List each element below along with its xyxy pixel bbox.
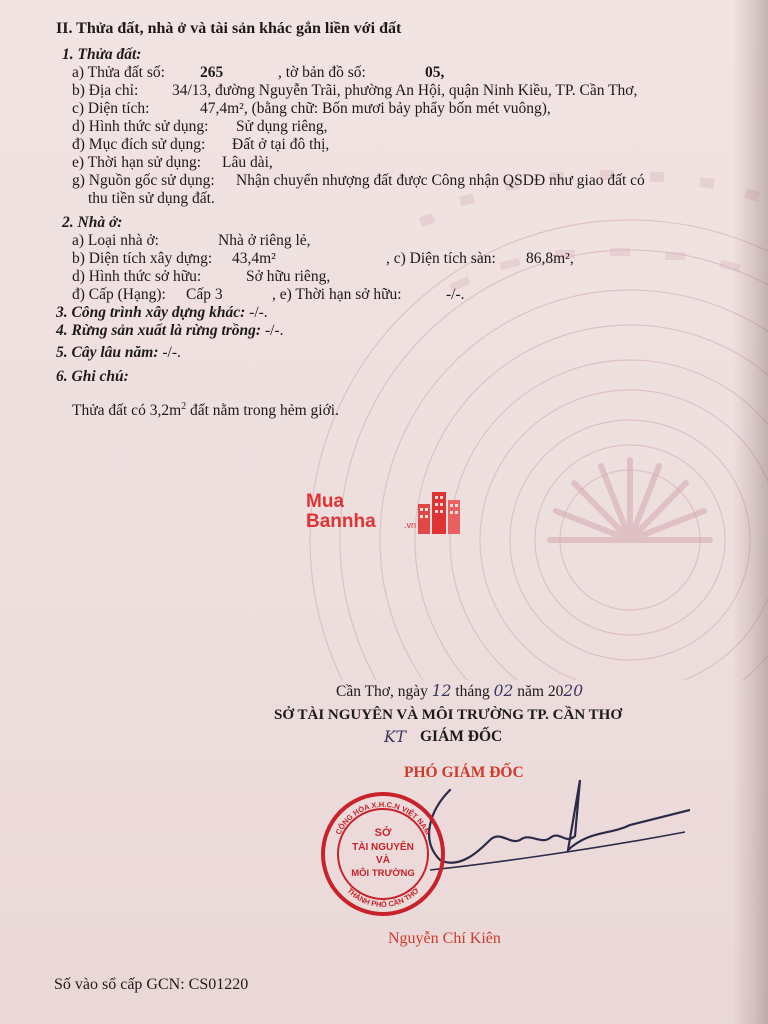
land-b-value: 34/13, đường Nguyễn Trãi, phường An Hội, quận Ninh Kiều, TP. Cần Thơ, [172, 82, 638, 99]
house-a-label: a) Loại nhà ở: [72, 232, 159, 249]
official-seal [318, 786, 448, 922]
land-g-value-1: Nhận chuyển nhượng đất được Công nhận QSDĐ như giao đất có [236, 172, 645, 189]
kt-mark: KT [384, 728, 406, 746]
house-c-value: 86,8m², [526, 250, 574, 267]
land-heading: 1. Thửa đất: [62, 46, 142, 63]
perennial-row [56, 344, 181, 362]
page-edge-shadow [732, 0, 768, 1024]
land-c-value: 47,4m², (bằng chữ: Bốn mươi bảy phẩy bốn mét vuông), [200, 100, 551, 117]
house-dd-label: đ) Cấp (Hạng): [72, 286, 166, 303]
director-title: GIÁM ĐỐC [420, 728, 503, 745]
notes-text [72, 398, 339, 420]
forest-row [56, 322, 283, 340]
notes-heading: 6. Ghi chú: [56, 368, 129, 385]
land-e-value: Lâu dài, [222, 154, 273, 171]
drum-pattern-background [300, 120, 768, 680]
watermark-line1: Mua [306, 491, 344, 512]
land-b-label: b) Địa chỉ: [72, 82, 139, 99]
land-g-value-2: thu tiền sử dụng đất. [88, 190, 215, 207]
seal-ring-top: CỘNG HÒA X.H.C.N VIỆT NAM [333, 799, 433, 837]
land-dd-label: đ) Mục đích sử dụng: [72, 136, 206, 153]
house-b-value: 43,4m² [232, 250, 276, 267]
date-day: 12 [431, 682, 452, 700]
house-d-label: d) Hình thức sở hữu: [72, 268, 202, 285]
other-works-value: -/-. [249, 304, 268, 321]
land-a-label: a) Thửa đất số: [72, 64, 165, 81]
land-a-map-label: , tờ bản đồ số: [278, 64, 366, 81]
house-b-label: b) Diện tích xây dựng: [72, 250, 213, 267]
department-name: SỞ TÀI NGUYÊN VÀ MÔI TRƯỜNG TP. CẦN THƠ [274, 707, 622, 723]
land-c-label: c) Diện tích: [72, 100, 150, 117]
seal-line1: SỞ [374, 827, 392, 839]
notes-text-sup: 2 [181, 401, 187, 412]
building-icon [418, 490, 462, 536]
seal-ring-bottom: THÀNH PHỐ CẦN THƠ [345, 885, 421, 910]
registry-number [54, 976, 248, 994]
watermark-line2: Bannha [306, 511, 376, 532]
month-label: tháng [455, 683, 490, 700]
other-works-row [56, 304, 268, 322]
perennial-value: -/-. [162, 344, 181, 361]
seal-line3: VÀ [376, 855, 390, 866]
watermark-suffix: .vn [404, 520, 417, 530]
date-month: 02 [493, 682, 514, 700]
house-c-label: , c) Diện tích sàn: [386, 250, 496, 267]
house-a-value: Nhà ở riêng lẻ, [218, 232, 311, 249]
house-e-label: , e) Thời hạn sở hữu: [272, 286, 402, 303]
seal-line2: TÀI NGUYÊN [352, 842, 414, 853]
place-date [336, 682, 583, 701]
date-year-suffix: 20 [563, 682, 584, 700]
house-dd-value: Cấp 3 [186, 286, 223, 303]
land-d-value: Sử dụng riêng, [236, 118, 328, 135]
year-label: năm 20 [517, 683, 564, 700]
forest-heading: 4. Rừng sản xuất là rừng trồng: [56, 322, 262, 339]
watermark-logo [306, 492, 466, 540]
deputy-director-title: PHÓ GIÁM ĐỐC [404, 764, 524, 781]
land-e-label: e) Thời hạn sử dụng: [72, 154, 202, 171]
section-title: II. Thửa đất, nhà ở và tài sản khác gắn liền với đất [56, 20, 402, 37]
other-works-heading: 3. Công trình xây dựng khác: [56, 304, 246, 321]
land-a-value: 265 [200, 64, 224, 81]
place-date-prefix: Cần Thơ, ngày [336, 683, 428, 700]
seal-line4: MÔI TRƯỜNG [351, 868, 415, 879]
land-d-label: d) Hình thức sử dụng: [72, 118, 209, 135]
land-g-label: g) Nguồn gốc sử dụng: [72, 172, 215, 189]
house-e-value: -/-. [446, 286, 465, 303]
house-heading: 2. Nhà ở: [62, 214, 123, 231]
forest-value: -/-. [264, 322, 284, 339]
land-dd-value: Đất ở tại đô thị, [232, 136, 330, 153]
house-d-value: Sở hữu riêng, [246, 268, 331, 285]
signer-name: Nguyễn Chí Kiên [388, 930, 501, 947]
perennial-heading: 5. Cây lâu năm: [56, 344, 159, 361]
registry-value: CS01220 [188, 976, 249, 993]
land-a-map-value: 05, [425, 64, 445, 81]
notes-text-suffix: đất nằm trong hẻm giới. [186, 402, 339, 420]
registry-label: Số vào sổ cấp GCN: [54, 976, 185, 993]
notes-text-prefix: Thửa đất có 3,2m [72, 402, 182, 420]
